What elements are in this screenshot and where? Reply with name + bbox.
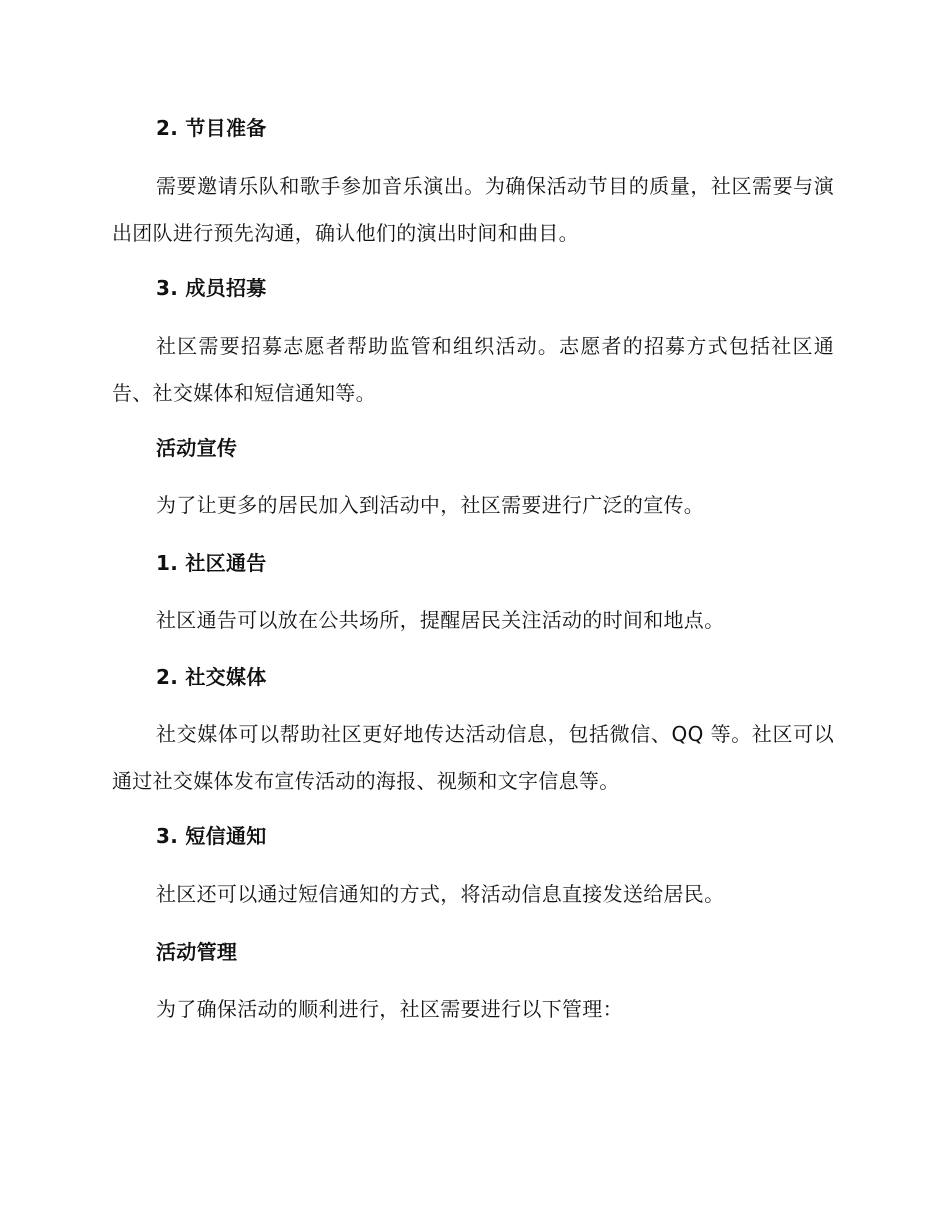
section-heading-management: 活动管理 <box>156 940 238 964</box>
section-heading-member-recruit: 3. 成员招募 <box>156 276 267 300</box>
section-heading-program-prep: 2. 节目准备 <box>156 116 267 140</box>
paragraph-management: 为了确保活动的顺利进行，社区需要进行以下管理： <box>156 997 623 1021</box>
paragraph-sms-notice: 社区还可以通过短信通知的方式，将活动信息直接发送给居民。 <box>156 882 725 906</box>
paragraph-social-media: 社交媒体可以帮助社区更好地传达活动信息，包括微信、QQ 等。社区可以通过社交媒体发布宣传活动的海报、视频和文字信息等。 <box>112 722 834 793</box>
paragraph-member-recruit: 社区需要招募志愿者帮助监管和组织活动。志愿者的招募方式包括社区通告、社交媒体和短信通知等。 <box>112 334 834 405</box>
paragraph-program-prep: 需要邀请乐队和歌手参加音乐演出。为确保活动节目的质量，社区需要与演出团队进行预先沟通，确认他们的演出时间和曲目。 <box>112 174 834 245</box>
paragraph-community-notice: 社区通告可以放在公共场所，提醒居民关注活动的时间和地点。 <box>156 608 725 632</box>
section-heading-promotion: 活动宣传 <box>156 436 238 460</box>
section-heading-community-notice: 1. 社区通告 <box>156 551 267 575</box>
section-heading-social-media: 2. 社交媒体 <box>156 665 267 689</box>
paragraph-promotion: 为了让更多的居民加入到活动中，社区需要进行广泛的宣传。 <box>156 493 705 517</box>
section-heading-sms-notice: 3. 短信通知 <box>156 824 267 848</box>
